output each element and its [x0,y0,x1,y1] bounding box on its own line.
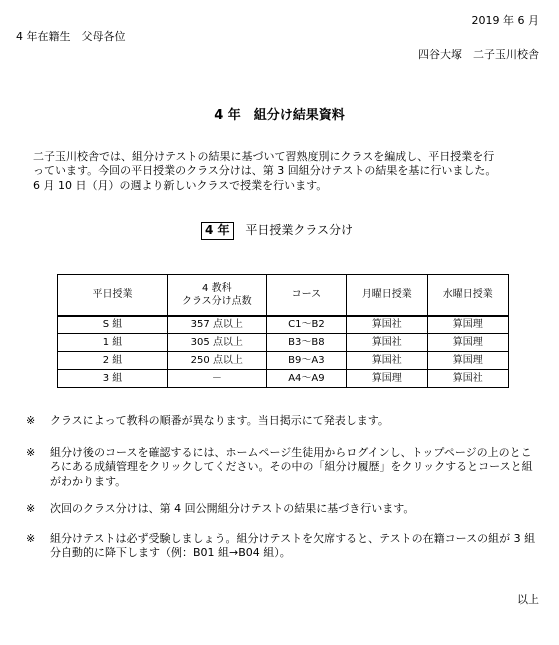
table-header-row [58,275,509,316]
note-item [26,502,541,516]
note-item [26,414,541,428]
table-cell: 算国理 [427,316,508,334]
intro-paragraph [33,150,543,193]
table-cell: 305 点以上 [167,334,266,352]
table-cell: 算国社 [427,370,508,388]
note-item [26,446,541,489]
table-cell: 2 組 [58,352,168,370]
document-date: 2019 年 6 月 [471,14,539,27]
table-cell: C1～B2 [266,316,346,334]
closing-text: 以上 [517,593,539,606]
section-grade-box: 4 年 [201,222,234,240]
header-cell-line: クラス分け点数 [181,295,252,307]
header-cell: 月曜日授業 [347,275,427,316]
table-cell: 算国理 [427,334,508,352]
table-row [58,334,509,352]
table-cell: B9～A3 [266,352,346,370]
table-cell: 357 点以上 [167,316,266,334]
note-mark: ※ [26,532,36,545]
header-cell: コース [266,275,346,316]
table-cell: S 組 [58,316,168,334]
note-mark: ※ [26,502,36,515]
header-cell: 水曜日授業 [427,275,508,316]
intro-line: 二子玉川校舎では、組分けテストの結果に基づいて習熟度別にクラスを編成し、平日授業を行 [33,150,495,163]
table-row [58,316,509,334]
table-cell: B3～B8 [266,334,346,352]
section-label: 平日授業クラス分け [245,223,354,237]
header-cell [167,275,266,316]
class-table [57,274,509,388]
header-cell-line: 4 教科 [202,282,232,294]
document-title: 4 年 組分け結果資料 [214,108,345,123]
note-item [26,532,541,561]
table-cell: 1 組 [58,334,168,352]
table-cell: 算国社 [347,316,427,334]
addressee: 4 年在籍生 父母各位 [16,30,126,43]
table-cell: 算国社 [347,352,427,370]
section-heading [201,222,353,240]
table-row [58,370,509,388]
table-cell: 250 点以上 [167,352,266,370]
table-cell: 算国社 [347,334,427,352]
note-text: 次回のクラス分けは、第 4 回公開組分けテストの結果に基づき行います。 [50,502,415,515]
intro-line: 6 月 10 日（月）の週より新しいクラスで授業を行います。 [33,178,328,192]
intro-line: っています。今回の平日授業のクラス分けは、第 3 回組分けテストの結果を基に行いました。 [33,164,497,178]
note-mark: ※ [26,414,36,427]
table-row [58,352,509,370]
table-cell: A4～A9 [266,370,346,388]
header-cell: 平日授業 [58,275,168,316]
note-text: 組分け後のコースを確認するには、ホームページ生徒用からログインし、トップページの上のところにある成績管理をクリックしてください。その中の「組分け履歴」をクリックするとコースと組がわかります。 [50,446,533,488]
note-mark: ※ [26,446,36,459]
table-cell: 3 組 [58,370,168,388]
note-text: 組分けテストは必ず受験しましょう。組分けテストを欠席すると、テストの在籍コースの組が 3 組分自動的に降下します（例：B01 組→B04 組）。 [50,532,536,560]
note-text: クラスによって教科の順番が異なります。当日掲示にて発表します。 [50,414,389,427]
table-cell: － [167,370,266,388]
table-cell: 算国理 [427,352,508,370]
sender: 四谷大塚 二子玉川校舎 [418,48,539,61]
table-cell: 算国理 [347,370,427,388]
